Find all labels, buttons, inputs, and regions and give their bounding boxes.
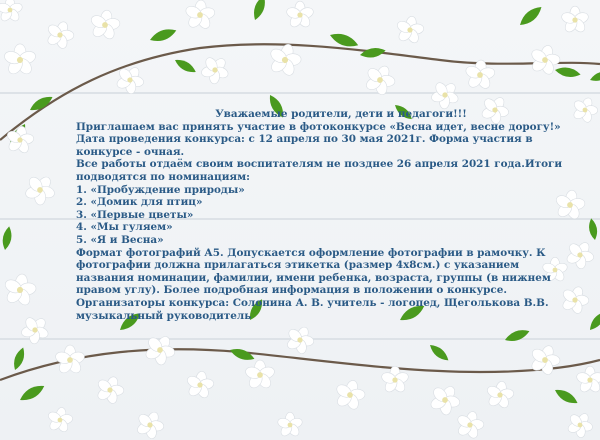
flower <box>393 14 427 47</box>
leaf <box>553 386 580 407</box>
deadline: Все работы отдаём своим воспитателям не позднее 26 апреля 2021 года.Итоги подводятся по номинациям: <box>76 158 563 183</box>
flower <box>285 1 314 29</box>
flower <box>195 50 235 90</box>
flower <box>131 406 169 440</box>
flower <box>0 271 39 309</box>
nomination-3: 3. «Первые цветы» <box>76 208 194 221</box>
flower <box>0 0 23 23</box>
intro: Приглашаем вас принять участие в фотоконкурсе «Весна идет, весне дорогу!» <box>76 120 561 133</box>
flower <box>331 376 370 413</box>
flower <box>87 8 124 43</box>
dates: Дата проведения конкурса: с 12 апреля по 30 мая 2021г. Форма участия в конкурсе - очная. <box>76 133 533 158</box>
flower <box>568 94 600 127</box>
nomination-2: 2. «Домик для птиц» <box>76 196 203 209</box>
announcement-text <box>76 108 566 322</box>
flower <box>244 360 276 390</box>
flower <box>3 124 37 157</box>
flower <box>277 412 304 438</box>
leaf <box>589 69 600 84</box>
leaf <box>228 346 256 363</box>
flower <box>183 369 217 402</box>
flower <box>18 169 61 212</box>
flower <box>526 41 565 78</box>
flower <box>183 0 217 32</box>
flower <box>44 405 75 435</box>
flower <box>54 345 86 375</box>
leaf <box>173 56 198 75</box>
leaf <box>251 0 268 22</box>
leaf <box>517 3 545 29</box>
branch <box>0 349 600 380</box>
nomination-4: 4. «Мы гуляем» <box>76 221 173 234</box>
flower <box>110 61 149 100</box>
flower <box>281 321 319 359</box>
leaf <box>148 26 178 45</box>
leaf <box>359 46 386 59</box>
flower <box>41 17 78 53</box>
leaf <box>1 226 13 251</box>
flower <box>424 379 467 421</box>
flower <box>452 408 488 440</box>
nomination-1: 1. «Пробуждение природы» <box>76 183 245 196</box>
leaf <box>11 346 27 371</box>
flower <box>15 310 55 350</box>
leaf <box>587 218 598 241</box>
leaf <box>554 66 581 79</box>
leaf <box>427 342 451 364</box>
flower <box>560 6 589 34</box>
flower <box>3 44 37 77</box>
flower <box>575 366 600 394</box>
leaf <box>587 309 600 333</box>
flower <box>483 379 517 412</box>
flower <box>562 407 598 440</box>
flower <box>380 366 409 394</box>
nomination-5: 5. «Я и Весна» <box>76 233 164 246</box>
greeting: Уважаемые родители, дети и педагоги!!! <box>215 108 467 120</box>
flower <box>359 60 401 101</box>
organizers: Организаторы конкурса: Солонина А. В. учитель - логопед, Щеголькова В.В. музыкальный руководитель <box>76 296 549 322</box>
flower <box>91 372 128 408</box>
flower <box>525 341 565 380</box>
format-info: Формат фотографий А5. Допускается оформление фотографии в рамочку. К фотографии должна прилагаться этикетка (размер 4х8см.) с указанием названия номинации, фамилии, имени ребенка, возраста, группы (в нижнем правом углу). Более подробная информация в положении о конкурсе. <box>76 246 551 297</box>
leaf <box>503 327 531 344</box>
leaf <box>18 382 47 404</box>
